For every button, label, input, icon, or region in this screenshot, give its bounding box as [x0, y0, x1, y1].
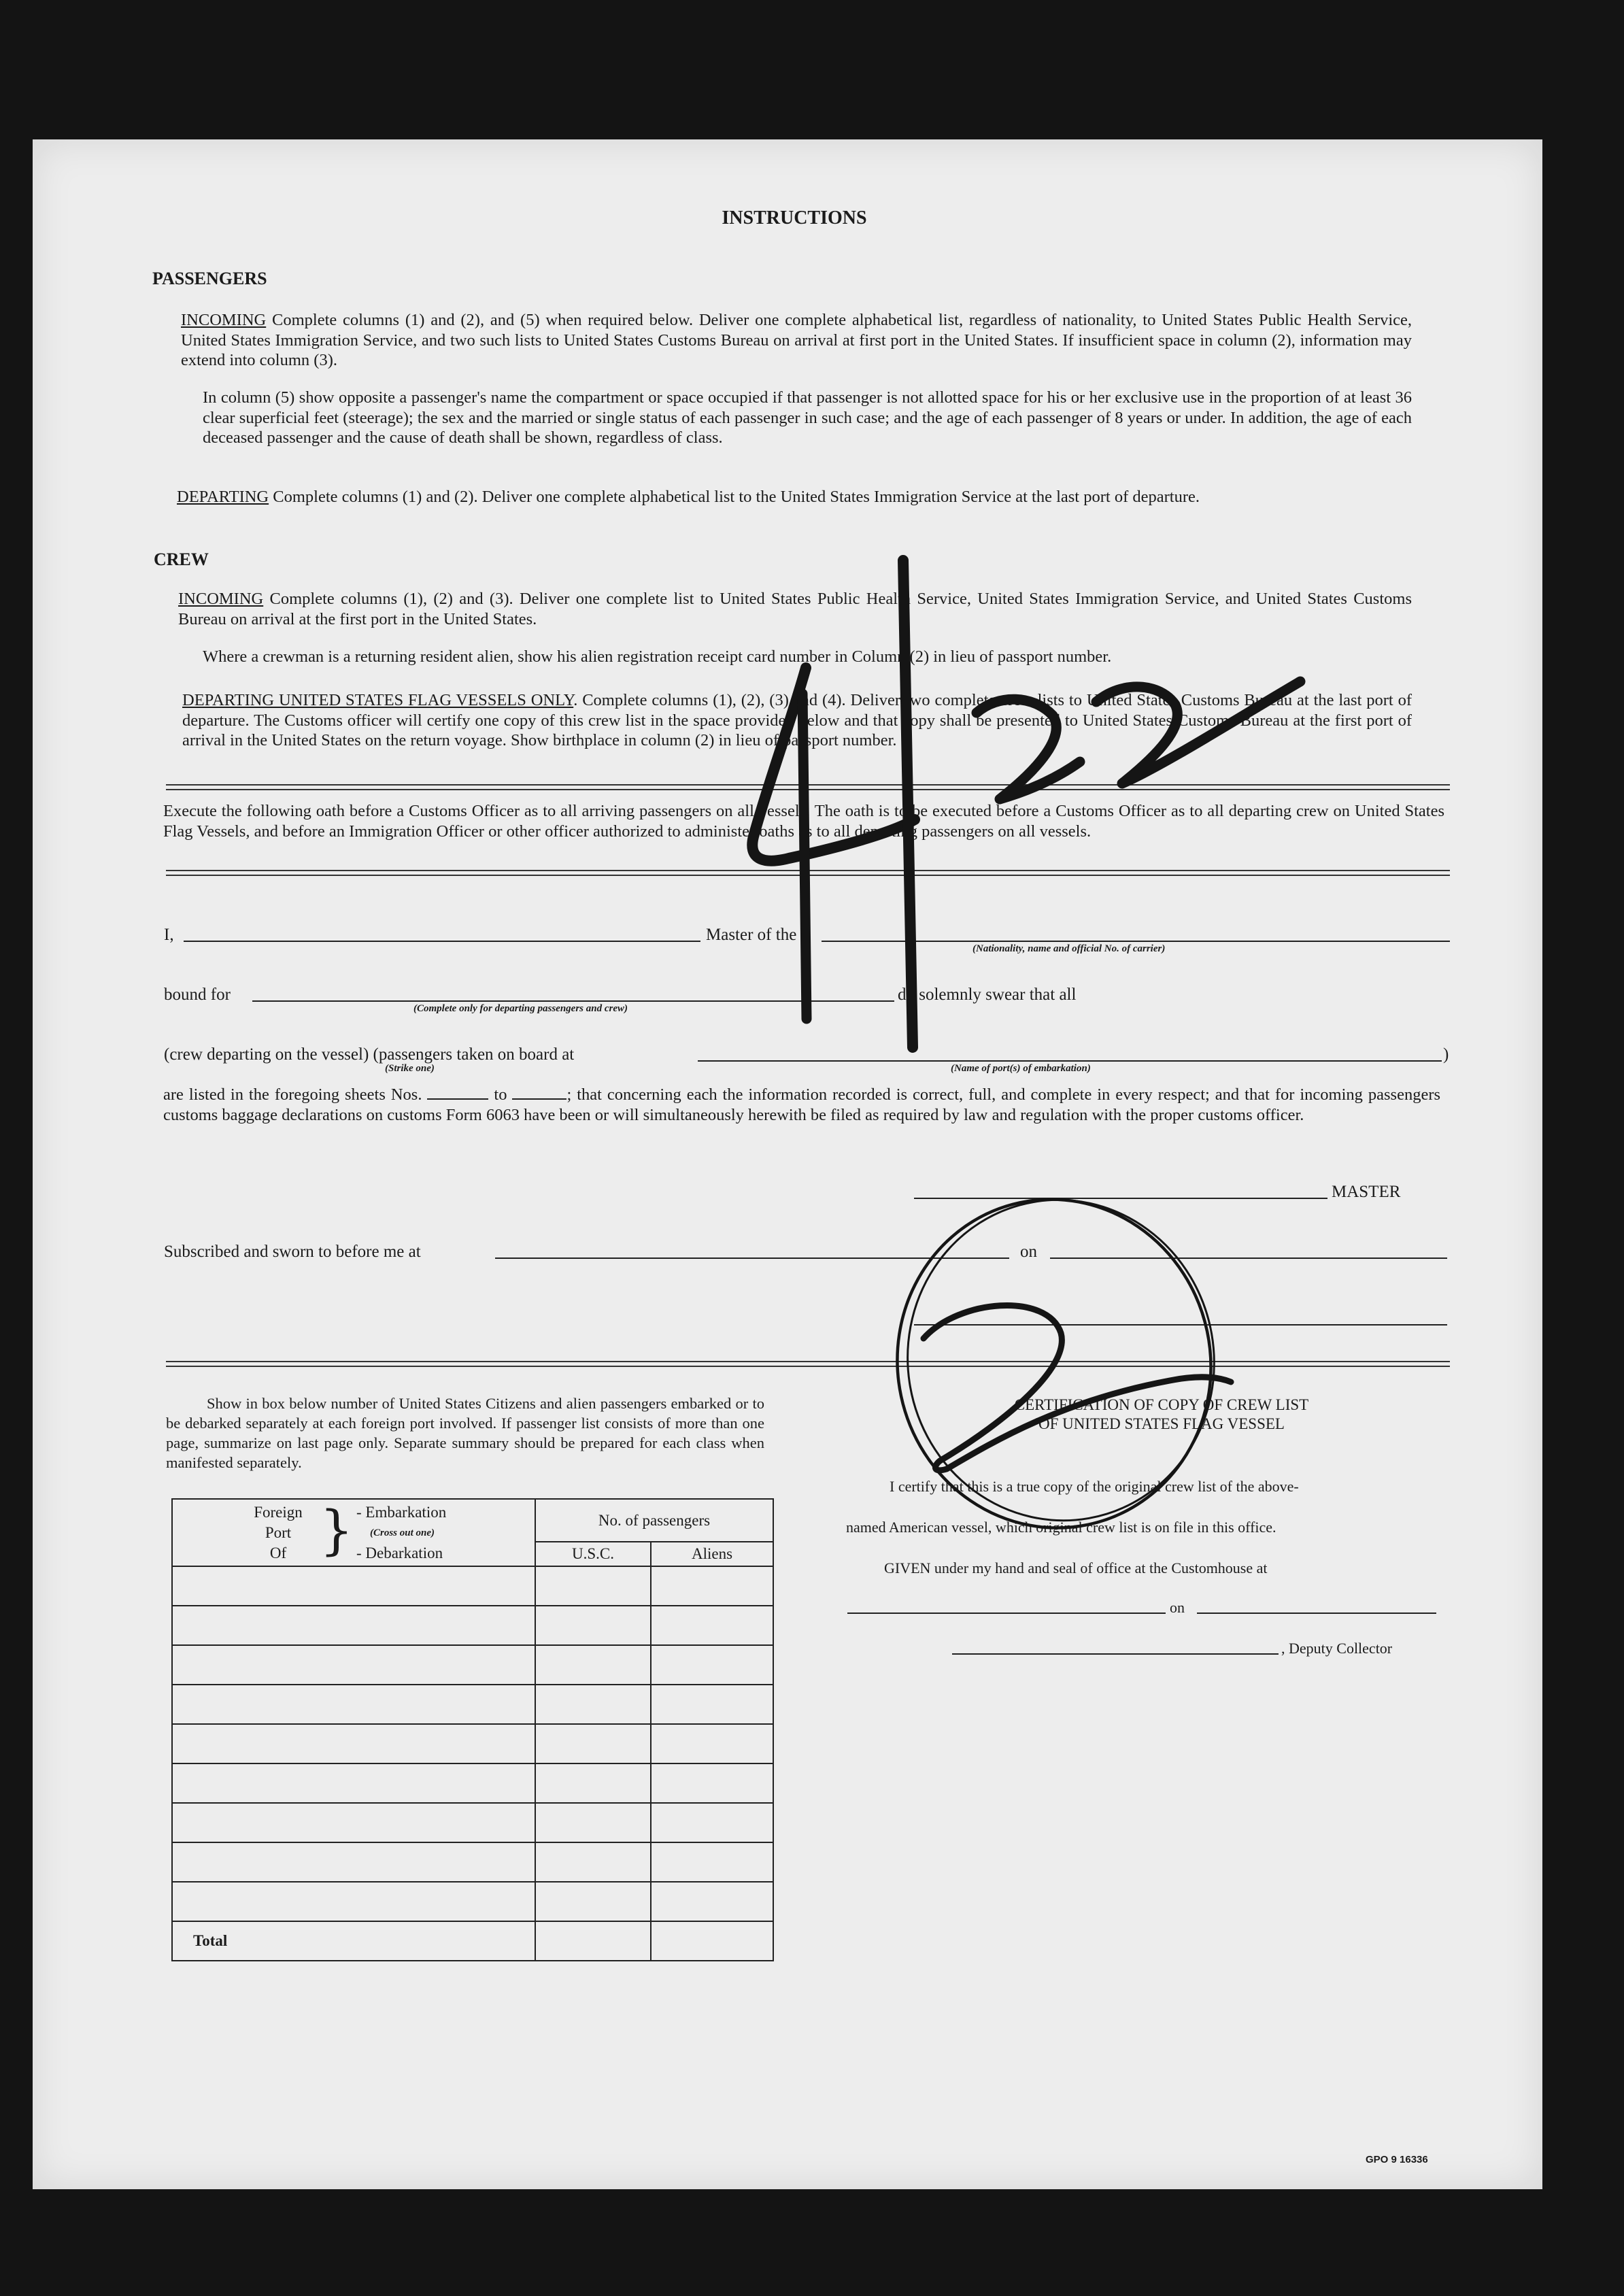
- deputy-collector-label: , Deputy Collector: [1281, 1640, 1393, 1657]
- port-cell[interactable]: [172, 1763, 535, 1803]
- no-of-passengers-header: No. of passengers: [535, 1499, 773, 1542]
- port-cell[interactable]: [172, 1921, 535, 1961]
- crew-departing-label: DEPARTING UNITED STATES FLAG VESSELS ONLY: [182, 691, 574, 709]
- sheet-from-field[interactable]: [427, 1085, 488, 1100]
- subscribed-date-field[interactable]: [1050, 1257, 1447, 1259]
- col-foreign: Foreign: [254, 1504, 303, 1521]
- total-label: Total: [193, 1932, 228, 1949]
- crew-departing-text: . Complete columns (1), (2), (3) and (4). Deliver two complete crew lists to United States Customs Bureau at the last port of departure. The Customs officer will certify one copy of this crew list in the space provided below and that copy shall be presented to United States Customs Bureau at the first port of arrival in the United States on the return voyage. Show birthplace in column (2) in lieu of passport number.: [182, 691, 1412, 749]
- crew-heading: CREW: [154, 550, 209, 569]
- certification-heading-2: OF UNITED STATES FLAG VESSEL: [1038, 1415, 1285, 1432]
- gpo-number: GPO 9 16336: [1366, 2154, 1428, 2165]
- double-rule: [166, 1361, 1450, 1367]
- cross-out-caption: (Cross out one): [370, 1527, 435, 1538]
- form-page: [33, 139, 1542, 2189]
- usc-cell[interactable]: [535, 1882, 651, 1921]
- customhouse-field[interactable]: [847, 1613, 1166, 1614]
- table-row: [172, 1645, 773, 1685]
- crew-incoming-label: INCOMING: [178, 590, 264, 608]
- subscribed-label: Subscribed and sworn to before me at: [164, 1243, 421, 1261]
- certification-date-field[interactable]: [1197, 1613, 1436, 1614]
- usc-cell[interactable]: [535, 1645, 651, 1685]
- page-title: INSTRUCTIONS: [722, 207, 867, 229]
- listed-text-a: are listed in the foregoing sheets Nos.: [163, 1085, 422, 1104]
- aliens-cell[interactable]: [651, 1803, 773, 1842]
- close-paren: ): [1443, 1045, 1449, 1064]
- certification-line-2: named American vessel, which original crew list is on file in this office.: [846, 1519, 1276, 1536]
- port-header-cell: [172, 1499, 535, 1566]
- oath-instruction: Execute the following oath before a Customs Officer as to all arriving passengers on all vessels. The oath is to be executed before a Customs Officer as to all departing crew on United States Flag Vessels, and before an Immigration Officer or other officer authorized to administer oaths as to all departing passengers on all vessels.: [163, 802, 1444, 841]
- debarkation-option[interactable]: - Debarkation: [356, 1544, 443, 1561]
- passengers-departing-paragraph: [177, 487, 1412, 507]
- embarkation-ports-field[interactable]: [698, 1060, 1442, 1062]
- aliens-header: Aliens: [651, 1542, 773, 1566]
- table-row: [172, 1685, 773, 1724]
- port-cell[interactable]: [172, 1882, 535, 1921]
- usc-cell[interactable]: [535, 1606, 651, 1645]
- usc-cell[interactable]: [535, 1842, 651, 1882]
- passengers-column5-paragraph: In column (5) show opposite a passenger's name the compartment or space occupied if that passenger is not allotted space for his or her exclusive use in the proportion of at least 36 clear superficial feet (steerage); the sex and the married or single status of each passenger in such case; and the age of each passenger of 8 years or under. In addition, the age of each deceased passenger and the cause of death shall be shown, regardless of class.: [203, 388, 1412, 447]
- bound-for-caption: (Complete only for departing passengers and crew): [413, 1003, 628, 1014]
- passengers-departing-label: DEPARTING: [177, 488, 269, 506]
- listed-text-b: ; that concerning each the information recorded is correct, full, and complete in every respect; and that for incoming passengers customs baggage declarations on customs Form 6063 have been or will simultaneously herewith be filed as required by law and regulation with the proper customs officer.: [163, 1085, 1441, 1124]
- certification-line-3: GIVEN under my hand and seal of office at the Customhouse at: [884, 1559, 1268, 1576]
- aliens-cell[interactable]: [651, 1842, 773, 1882]
- aliens-cell[interactable]: [651, 1566, 773, 1606]
- crew-departing-paragraph: [182, 690, 1412, 751]
- port-cell[interactable]: [172, 1645, 535, 1685]
- brace-glyph: }: [320, 1500, 354, 1561]
- crew-incoming-text: Complete columns (1), (2) and (3). Deliver one complete list to United States Public Health Service, United States Immigration Service, and United States Customs Bureau on arrival at the first port in the United States.: [178, 590, 1412, 628]
- master-label: MASTER: [1332, 1183, 1401, 1201]
- passengers-heading: PASSENGERS: [152, 269, 267, 288]
- aliens-cell[interactable]: [651, 1606, 773, 1645]
- subscribed-on-label: on: [1020, 1243, 1037, 1261]
- summary-instruction: Show in box below number of United States Citizens and alien passengers embarked or to be debarked separately at each foreign port involved. If passenger list consists of more than one page, summarize on last page only. Separate summary should be prepared for each class when manifested separately.: [166, 1395, 764, 1471]
- aliens-cell[interactable]: [651, 1921, 773, 1961]
- carrier-caption: (Nationality, name and official No. of carrier): [972, 943, 1166, 954]
- aliens-cell[interactable]: [651, 1685, 773, 1724]
- col-of: Of: [269, 1544, 287, 1561]
- certification-heading-1: CERTIFICATION OF COPY OF CREW LIST: [1014, 1396, 1309, 1413]
- double-rule: [166, 870, 1450, 876]
- bound-for-label: bound for: [164, 985, 231, 1004]
- aliens-cell[interactable]: [651, 1882, 773, 1921]
- port-cell[interactable]: [172, 1606, 535, 1645]
- usc-cell[interactable]: [535, 1921, 651, 1961]
- crew-resident-paragraph: Where a crewman is a returning resident alien, show his alien registration receipt card number in Column (2) in lieu of passport number.: [203, 647, 1112, 666]
- port-cell[interactable]: [172, 1724, 535, 1763]
- table-row: [172, 1606, 773, 1645]
- listed-to: to: [494, 1085, 507, 1104]
- certification-line-1: I certify that this is a true copy of the original crew list of the above-: [890, 1478, 1299, 1495]
- master-of-label: Master of the: [706, 926, 797, 944]
- strike-one-caption: (Strike one): [385, 1063, 435, 1074]
- passengers-incoming-text: Complete columns (1) and (2), and (5) when required below. Deliver one complete alphabetical list, regardless of nationality, to United States Public Health Service, United States Immigration Service, and two such lists to United States Customs Bureau on arrival at first port in the United States. If insufficient space in column (2), information may extend into column (3).: [181, 311, 1412, 369]
- bound-for-field[interactable]: [252, 1000, 894, 1002]
- usc-cell[interactable]: [535, 1803, 651, 1842]
- embarkation-option[interactable]: - Embarkation: [356, 1504, 447, 1521]
- table-row: [172, 1763, 773, 1803]
- master-name-field[interactable]: [184, 941, 700, 942]
- ports-caption: (Name of port(s) of embarkation): [951, 1063, 1091, 1074]
- port-cell[interactable]: [172, 1842, 535, 1882]
- aliens-cell[interactable]: [651, 1763, 773, 1803]
- usc-header: U.S.C.: [535, 1542, 651, 1566]
- officer-signature-field[interactable]: [914, 1324, 1447, 1326]
- deputy-signature-field[interactable]: [952, 1653, 1279, 1655]
- swear-label: do solemnly swear that all: [898, 985, 1077, 1004]
- usc-cell[interactable]: [535, 1763, 651, 1803]
- usc-cell[interactable]: [535, 1724, 651, 1763]
- double-rule: [166, 784, 1450, 790]
- passengers-departing-text: Complete columns (1) and (2). Deliver one complete alphabetical list to the United States Immigration Service at the last port of departure.: [269, 488, 1200, 506]
- table-row: [172, 1724, 773, 1763]
- port-cell[interactable]: [172, 1685, 535, 1724]
- passengers-incoming-paragraph: [181, 310, 1412, 371]
- master-signature-field[interactable]: [914, 1198, 1327, 1199]
- crew-incoming-paragraph: [178, 589, 1412, 629]
- carrier-field[interactable]: [822, 941, 1450, 942]
- usc-cell[interactable]: [535, 1566, 651, 1606]
- oath-i-label: I,: [164, 926, 174, 944]
- table-row: [172, 1842, 773, 1882]
- certification-on-label: on: [1170, 1599, 1185, 1616]
- oath-listed-paragraph: [163, 1085, 1440, 1125]
- table-row: [172, 1566, 773, 1606]
- aliens-cell[interactable]: [651, 1645, 773, 1685]
- subscribed-place-field[interactable]: [495, 1257, 1009, 1259]
- sheet-to-field[interactable]: [512, 1085, 566, 1100]
- table-row: [172, 1882, 773, 1921]
- table-row: [172, 1921, 773, 1961]
- port-cell[interactable]: [172, 1803, 535, 1842]
- aliens-cell[interactable]: [651, 1724, 773, 1763]
- port-cell[interactable]: [172, 1566, 535, 1606]
- table-row: [172, 1803, 773, 1842]
- crew-passengers-label: (crew departing on the vessel) (passengers taken on board at: [164, 1045, 575, 1064]
- col-port: Port: [265, 1524, 292, 1541]
- usc-cell[interactable]: [535, 1685, 651, 1724]
- passengers-incoming-label: INCOMING: [181, 311, 267, 329]
- ports-table: [171, 1498, 774, 1961]
